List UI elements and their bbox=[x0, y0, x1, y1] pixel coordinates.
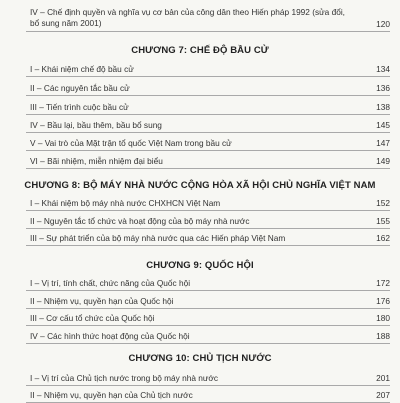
toc-entry bbox=[26, 274, 390, 291]
chapter-heading: CHƯƠNG 10: CHỦ TỊCH NƯỚC bbox=[128, 353, 272, 364]
toc-entry bbox=[26, 229, 390, 246]
toc-entry-title: III – Sự phát triển của bộ máy nhà nước qua các Hiến pháp Việt Nam bbox=[30, 233, 286, 243]
toc-entry-page: 207 bbox=[376, 390, 390, 400]
toc-entry-page: 162 bbox=[376, 233, 390, 243]
toc-entry bbox=[26, 212, 390, 229]
toc-entry-page: 155 bbox=[376, 216, 390, 226]
toc-entry-page: 176 bbox=[376, 296, 390, 306]
toc-entry-title: VI – Bãi nhiệm, miễn nhiệm đại biểu bbox=[30, 156, 163, 166]
toc-entry-title: V – Vai trò của Mặt trận tổ quốc Việt Nam trong bầu cử bbox=[30, 138, 232, 148]
toc-entry-title: IV – Bầu lại, bầu thêm, bầu bổ sung bbox=[30, 120, 162, 130]
toc-entry bbox=[26, 194, 390, 211]
toc-entry-page: 172 bbox=[376, 278, 390, 288]
toc-entry bbox=[26, 4, 390, 32]
toc-entry bbox=[26, 152, 390, 169]
toc-entry-page: 145 bbox=[376, 120, 390, 130]
toc-entry-title: I – Vị trí, tính chất, chức năng của Quốc hội bbox=[30, 278, 191, 288]
toc-entry bbox=[26, 327, 390, 344]
toc-entry bbox=[26, 60, 390, 77]
toc-entry-page: 147 bbox=[376, 138, 390, 148]
toc-entry-title: II – Nguyên tắc tổ chức và hoạt động của bộ máy nhà nước bbox=[30, 216, 250, 226]
toc-entry-page: 134 bbox=[376, 64, 390, 74]
toc-entry-title: II – Nhiệm vụ, quyền hạn của Quốc hội bbox=[30, 296, 174, 306]
toc-entry-page: 188 bbox=[376, 331, 390, 341]
toc-entry-title: I – Khái niệm bộ máy nhà nước CHXHCN Việt Nam bbox=[30, 198, 221, 208]
toc-entry-title: I – Vị trí của Chủ tịch nước trong bộ máy nhà nước bbox=[30, 373, 219, 383]
toc-entry-page: 138 bbox=[376, 102, 390, 112]
toc-entry-page: 201 bbox=[376, 373, 390, 383]
chapter-heading: CHƯƠNG 7: CHẾ ĐỘ BẦU CỬ bbox=[131, 45, 269, 56]
toc-entry bbox=[26, 116, 390, 133]
toc-entry-title: II – Nhiệm vụ, quyền hạn của Chủ tịch nước bbox=[30, 390, 193, 400]
toc-entry-title: II – Các nguyên tắc bầu cử bbox=[30, 83, 130, 93]
toc-entry-title: IV – Chế định quyền và nghĩa vụ cơ bản của công dân theo Hiến pháp 1992 (sửa đổi, bổ sung năm 2001) bbox=[30, 7, 345, 28]
toc-entry bbox=[26, 134, 390, 151]
toc-entry-title: IV – Các hình thức hoạt động của Quốc hội bbox=[30, 331, 190, 341]
toc-entry-page: 152 bbox=[376, 198, 390, 208]
toc-entry bbox=[26, 386, 390, 403]
toc-entry-page: 149 bbox=[376, 156, 390, 166]
toc-entry bbox=[26, 98, 390, 115]
toc-entry-page: 120 bbox=[376, 19, 390, 29]
chapter-heading: CHƯƠNG 9: QUỐC HỘI bbox=[146, 260, 254, 271]
toc-entry-title: III – Tiến trình cuộc bầu cử bbox=[30, 102, 129, 112]
chapter-heading: CHƯƠNG 8: BỘ MÁY NHÀ NƯỚC CỘNG HÒA XÃ HỘI CHỦ NGHĨA VIỆT NAM bbox=[24, 180, 376, 191]
toc-entry-title: III – Cơ cấu tổ chức của Quốc hội bbox=[30, 313, 155, 323]
toc-entry-page: 180 bbox=[376, 313, 390, 323]
toc-entry-title: I – Khái niệm chế độ bầu cử bbox=[30, 64, 134, 74]
toc-entry-page: 136 bbox=[376, 83, 390, 93]
toc-entry bbox=[26, 79, 390, 96]
toc-entry bbox=[26, 369, 390, 386]
toc-entry bbox=[26, 309, 390, 326]
toc-entry bbox=[26, 292, 390, 309]
